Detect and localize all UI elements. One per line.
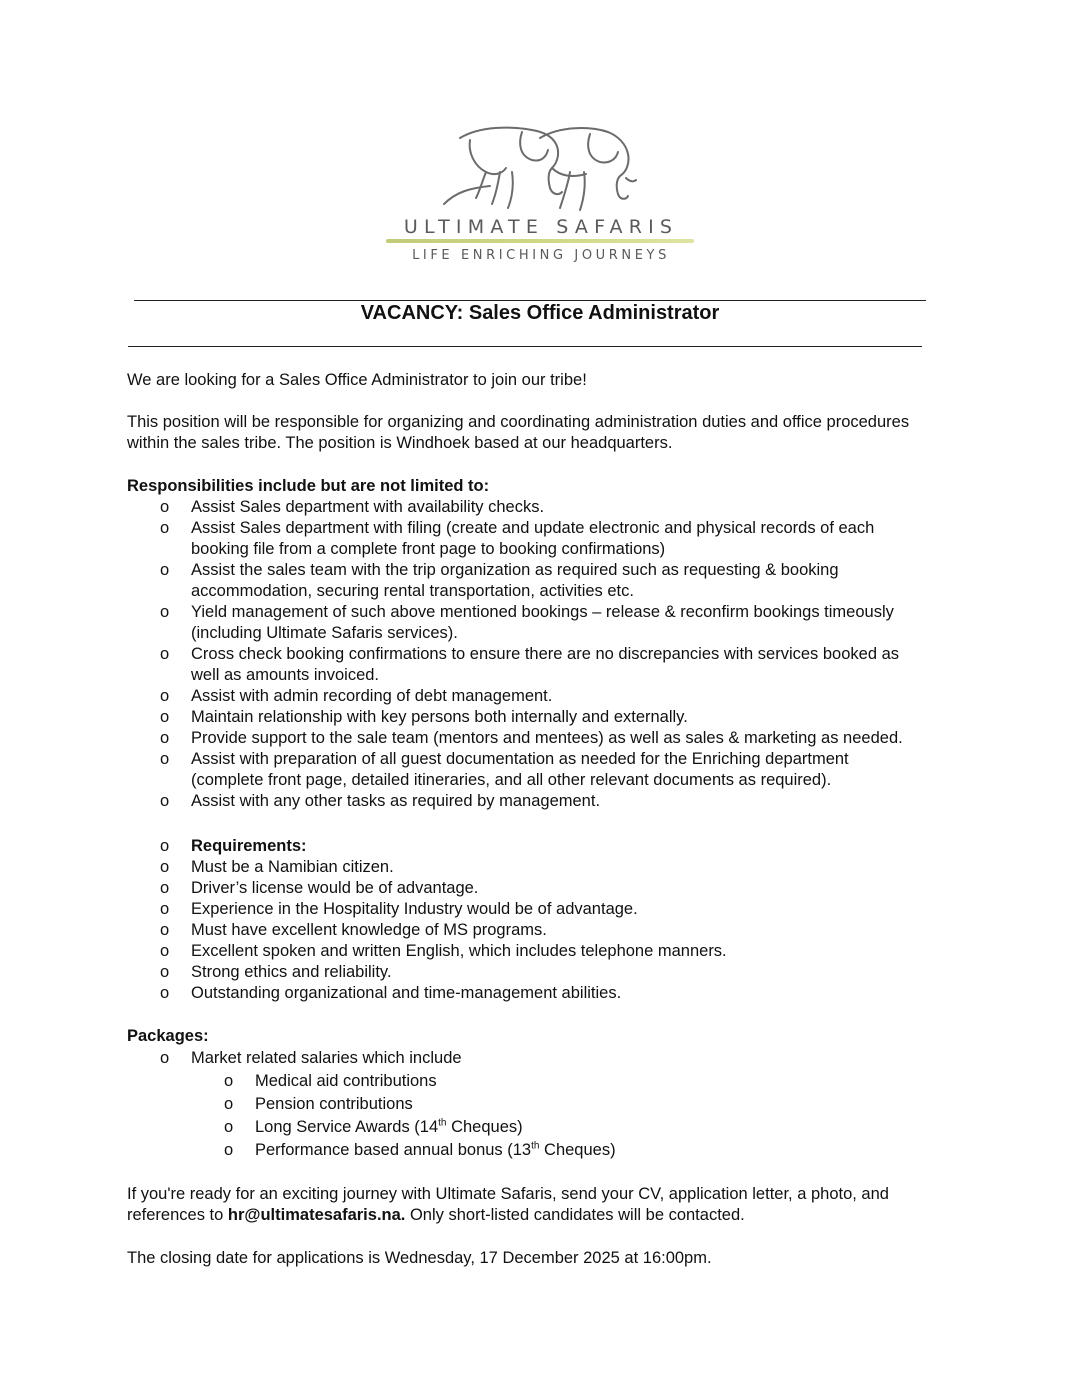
responsibilities-heading: Responsibilities include but are not limited to: xyxy=(127,477,490,495)
list-item-line: Assist with preparation of all guest documentation as needed for the Enriching department xyxy=(191,750,849,768)
description-line-2: within the sales tribe. The position is Windhoek based at our headquarters. xyxy=(127,434,673,452)
apply-email[interactable]: hr@ultimatesafaris.na. xyxy=(227,1206,406,1224)
apply-line-2 xyxy=(127,1205,977,1226)
logo-accent-bar xyxy=(386,239,694,243)
package-item-text-end: Cheques) xyxy=(446,1118,523,1136)
bullet-icon: o xyxy=(160,879,170,897)
list-item-text xyxy=(191,686,961,707)
apply-line-2-end: Only short-listed candidates will be contacted. xyxy=(405,1206,745,1224)
list-item-line: Yield management of such above mentioned bookings – release & reconfirm bookings timeously xyxy=(191,603,894,621)
list-item-line: Assist with any other tasks as required by management. xyxy=(191,792,601,810)
list-item-text xyxy=(255,1140,955,1161)
logo-company-name: ULTIMATE SAFARIS xyxy=(403,216,679,238)
bullet-icon: o xyxy=(224,1141,234,1159)
apply-line-1: If you're ready for an exciting journey with Ultimate Safaris, send your CV, application letter, a photo, and xyxy=(127,1185,889,1203)
title-rule-bottom xyxy=(128,346,922,347)
packages-heading: Packages: xyxy=(127,1027,209,1045)
intro-text: We are looking for a Sales Office Administrator to join our tribe! xyxy=(127,371,587,389)
ordinal-suffix: th xyxy=(531,1140,540,1152)
list-item-line: Assist Sales department with filing (create and update electronic and physical records of each xyxy=(191,519,875,537)
list-item-line: Assist Sales department with availability checks. xyxy=(191,498,545,516)
list-item-line: (including Ultimate Safaris services). xyxy=(191,624,458,642)
bullet-icon: o xyxy=(160,645,170,663)
bullet-icon: o xyxy=(160,561,170,579)
bullet-icon: o xyxy=(160,858,170,876)
title-rule-top xyxy=(134,300,926,301)
list-item-line: Cross check booking confirmations to ensure there are no discrepancies with services booked as xyxy=(191,645,900,663)
package-item-text: Medical aid contributions xyxy=(255,1072,437,1090)
list-item-text: Excellent spoken and written English, which includes telephone manners. xyxy=(191,942,727,960)
list-item-line: Assist with admin recording of debt management. xyxy=(191,687,553,705)
list-item-text: Strong ethics and reliability. xyxy=(191,963,392,981)
list-item-text xyxy=(191,602,961,644)
list-item-line: booking file from a complete front page to booking confirmations) xyxy=(191,540,666,558)
package-item-text: Performance based annual bonus (13 xyxy=(255,1141,532,1159)
bullet-icon: o xyxy=(160,729,170,747)
bullet-icon: o xyxy=(224,1095,234,1113)
bullet-icon: o xyxy=(160,498,170,516)
package-item-text: Pension contributions xyxy=(255,1095,413,1113)
closing-date-text: The closing date for applications is Wednesday, 17 December 2025 at 16:00pm. xyxy=(127,1249,712,1267)
list-item-text xyxy=(191,728,961,749)
bullet-icon: o xyxy=(160,708,170,726)
bullet-icon: o xyxy=(160,687,170,705)
list-item-line: well as amounts invoiced. xyxy=(191,666,380,684)
bullet-icon: o xyxy=(224,1072,234,1090)
bullet-icon: o xyxy=(160,603,170,621)
elephants-logo-icon xyxy=(440,122,640,214)
list-item-text: Experience in the Hospitality Industry would be of advantage. xyxy=(191,900,638,918)
bullet-icon: o xyxy=(224,1118,234,1136)
bullet-icon: o xyxy=(160,942,170,960)
bullet-icon: o xyxy=(160,984,170,1002)
bullet-icon: o xyxy=(160,963,170,981)
bullet-icon: o xyxy=(160,750,170,768)
ordinal-suffix: th xyxy=(438,1117,447,1129)
list-item-text: Must be a Namibian citizen. xyxy=(191,858,394,876)
list-item-line: Assist the sales team with the trip organization as required such as requesting & booking xyxy=(191,561,839,579)
list-item-text: Outstanding organizational and time-management abilities. xyxy=(191,984,622,1002)
page-title: VACANCY: Sales Office Administrator xyxy=(360,302,720,324)
list-item-text xyxy=(191,791,961,812)
list-item-line: (complete front page, detailed itineraries, and all other relevant documents as required). xyxy=(191,771,832,789)
list-item-text xyxy=(191,560,961,602)
list-item-line: Maintain relationship with key persons both internally and externally. xyxy=(191,708,688,726)
list-item-text xyxy=(191,707,961,728)
logo-tagline: LIFE ENRICHING JOURNEYS xyxy=(412,248,670,263)
package-item-text-end: Cheques) xyxy=(539,1141,616,1159)
description-line-1: This position will be responsible for organizing and coordinating administration duties and office procedures xyxy=(127,413,910,431)
company-logo xyxy=(386,122,696,272)
package-item-text: Long Service Awards (14 xyxy=(255,1118,439,1136)
list-item-text xyxy=(191,518,961,560)
list-item-text xyxy=(191,749,961,791)
requirements-heading: Requirements: xyxy=(191,837,307,855)
bullet-icon: o xyxy=(160,792,170,810)
list-item-text xyxy=(191,644,961,686)
package-main: Market related salaries which include xyxy=(191,1049,462,1067)
bullet-icon: o xyxy=(160,1049,170,1067)
list-item-text xyxy=(255,1071,955,1092)
bullet-icon: o xyxy=(160,921,170,939)
bullet-icon: o xyxy=(160,900,170,918)
list-item-line: accommodation, securing rental transportation, activities etc. xyxy=(191,582,634,600)
list-item-line: Provide support to the sale team (mentors and mentees) as well as sales & marketing as needed. xyxy=(191,729,903,747)
list-item-text xyxy=(255,1117,955,1138)
list-item-text xyxy=(191,497,961,518)
bullet-icon: o xyxy=(160,519,170,537)
bullet-icon: o xyxy=(160,837,170,855)
list-item-text xyxy=(255,1094,955,1115)
list-item-text: Must have excellent knowledge of MS programs. xyxy=(191,921,547,939)
list-item-text: Driver’s license would be of advantage. xyxy=(191,879,479,897)
apply-line-2-start: references to xyxy=(127,1206,228,1224)
